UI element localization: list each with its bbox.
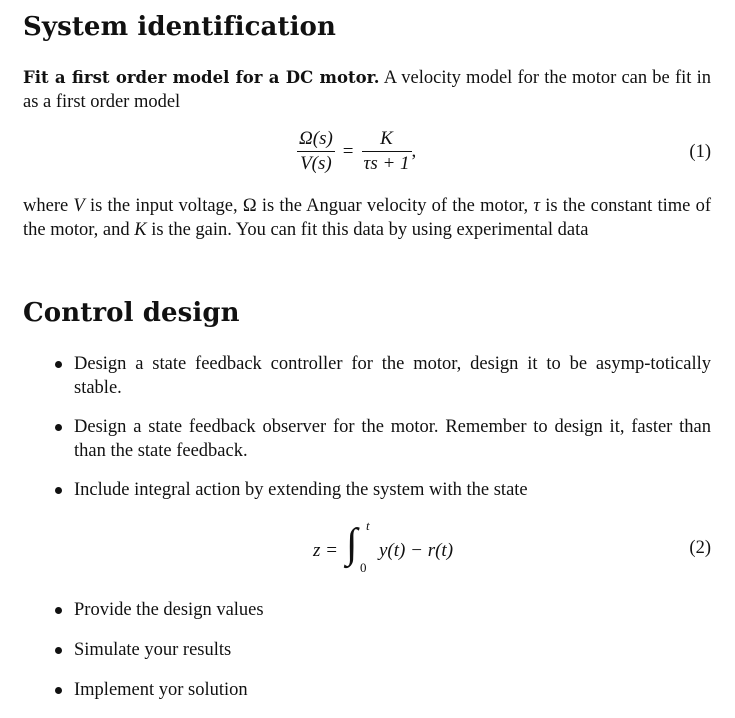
integral-icon: ∫ [346, 521, 358, 567]
list-item-text: Simulate your results [74, 640, 232, 660]
symbol-k: K [134, 220, 147, 240]
text-run: is the gain. You can fit this data by using experimental data [146, 220, 589, 240]
list-item [0, 352, 711, 400]
list-item [0, 478, 711, 502]
list-item-text: Design a state feedback controller for the motor, design it to be asymp-totically stable. [74, 354, 711, 398]
bullet-icon [55, 647, 62, 654]
text-run: is the Anguar velocity of the motor, [256, 196, 534, 216]
fraction-rhs [362, 128, 412, 175]
list-item-text: Provide the design values [74, 600, 264, 620]
bullet-icon [55, 687, 62, 694]
integral-lower-limit: 0 [360, 560, 367, 575]
equation-number-1: (1) [689, 142, 711, 162]
fraction-lhs-numerator: Ω(s) [297, 128, 335, 152]
list-item [0, 415, 711, 463]
bullet-icon [55, 424, 62, 431]
symbol-v: V [73, 196, 85, 216]
text-run: where [23, 196, 74, 216]
integrand: y(t) − r(t) [379, 540, 454, 561]
paragraph-explanation [23, 194, 711, 242]
bullet-icon [55, 487, 62, 494]
fraction-rhs-denominator: τs + 1 [363, 153, 410, 174]
text-run: is the input voltage, [84, 196, 243, 216]
fraction-lhs [297, 128, 335, 175]
fraction-lhs-denominator: V(s) [300, 153, 332, 174]
equation-2-lhs: z = [313, 540, 338, 561]
section-title-control-design: Control design [23, 298, 240, 328]
bullet-icon [55, 607, 62, 614]
paragraph-model-intro [23, 66, 711, 114]
equation-trailing-comma: , [411, 140, 417, 162]
list-item-text: Include integral action by extending the system with the state [74, 480, 528, 500]
list-item-text: Implement yor solution [74, 680, 248, 700]
list-item [0, 598, 711, 622]
symbol-omega: Ω [242, 196, 257, 216]
text-run: is the constant time of the motor, and [23, 196, 711, 240]
control-bullet-list [0, 352, 711, 502]
symbol-tau: τ [533, 196, 541, 216]
equation-number-2: (2) [689, 538, 711, 558]
paragraph-lead-bold: Fit a first order model for a DC motor. [23, 68, 380, 87]
section-title-system-identification: System identification [23, 12, 336, 42]
control-bullet-list-2 [0, 598, 711, 718]
list-item-text: Design a state feedback observer for the motor. Remember to design it, faster than than the state feedback. [74, 417, 711, 461]
bullet-icon [55, 361, 62, 368]
list-item [0, 638, 711, 662]
list-item [0, 678, 711, 702]
equation-1 [297, 128, 416, 175]
equals-sign: = [342, 140, 354, 162]
integral-upper-limit: t [366, 518, 370, 533]
fraction-rhs-numerator: K [362, 128, 412, 152]
paragraph-lead-text: A velocity model for the motor can be fit in as a first order model [23, 68, 711, 112]
